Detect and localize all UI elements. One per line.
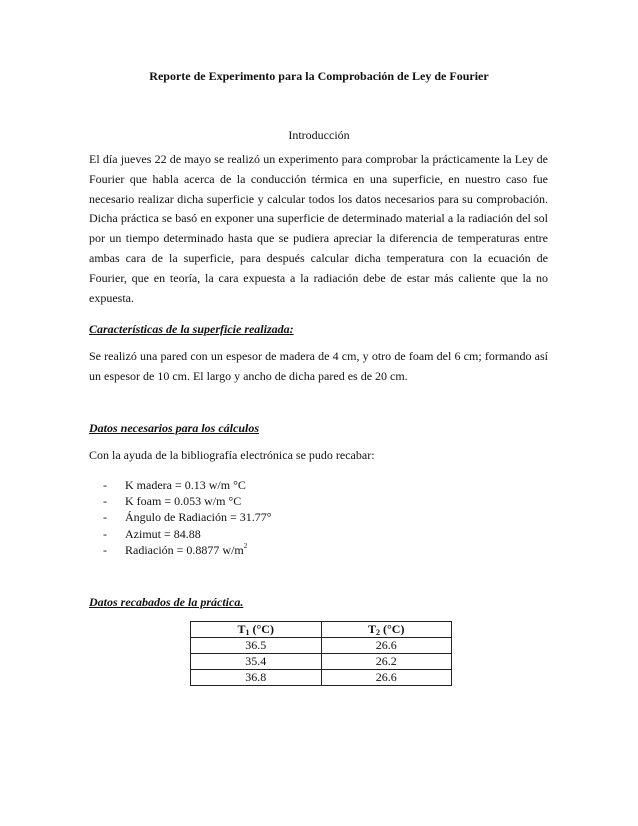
surface-heading: Características de la superficie realizada: <box>89 322 294 336</box>
superscript: 2 <box>243 541 248 550</box>
calc-data-list <box>103 477 272 558</box>
list-item: - Azimut = 84.88 <box>103 526 201 541</box>
list-item: - Radiación = 0.8877 $w/m^2$ <box>103 541 248 557</box>
table-cell: 26.6 <box>321 638 452 654</box>
table-header-t2: $T_2$ (°C) <box>321 622 452 638</box>
table-row <box>191 654 452 670</box>
intro-paragraph: El día jueves 22 de mayo se realizó un experimento para comprobar la prácticamente la Ley de Fourier que habla acerca de la conducción térmica en una superficie, en nuestro caso fue necesario realizar dicha superficie y calcular todos los datos necesarios para su comprobación. Dicha práctica se basó en exponer una superficie de determinado material a la radiación del sol por un tiempo determinado hasta que se pudiera apreciar la diferencia de temperaturas entre ambas cara de la superficie, para después calcular dicha temperatura con la ecuación de Fourier, que en teoría, la cara expuesta a la radiación debe de estar más caliente que la no expuesta. <box>89 152 548 305</box>
table-cell: 36.8 <box>191 670 322 686</box>
temperature-table <box>190 621 452 686</box>
document-title: Reporte de Experimento para la Comprobación de Ley de Fourier <box>149 69 489 83</box>
surface-paragraph: Se realizó una pared con un espesor de madera de 4 cm, y otro de foam del 6 cm; formando así un espesor de 10 cm. El largo y ancho de dicha pared es de 20 cm. <box>89 349 548 383</box>
table-cell: 35.4 <box>191 654 322 670</box>
list-item: - K madera = 0.13 w/m °C <box>103 478 246 492</box>
table-row <box>191 670 452 686</box>
table-header-t1: $T_1$ (°C) <box>191 622 322 638</box>
list-item: - Ángulo de Radiación = 31.77° <box>103 510 272 525</box>
table-cell: 26.2 <box>321 654 452 670</box>
table-cell: 36.5 <box>191 638 322 654</box>
calc-intro: Con la ayuda de la bibliografía electrónica se pudo recabar: <box>89 448 375 462</box>
calc-heading: Datos necesarios para los cálculos <box>89 421 260 435</box>
table-cell: 26.6 <box>321 670 452 686</box>
table-row <box>191 638 452 654</box>
practice-heading: Datos recabados de la práctica. <box>89 595 244 609</box>
list-item: - K foam = 0.053 w/m °C <box>103 494 242 509</box>
intro-heading: Introducción <box>288 128 350 142</box>
